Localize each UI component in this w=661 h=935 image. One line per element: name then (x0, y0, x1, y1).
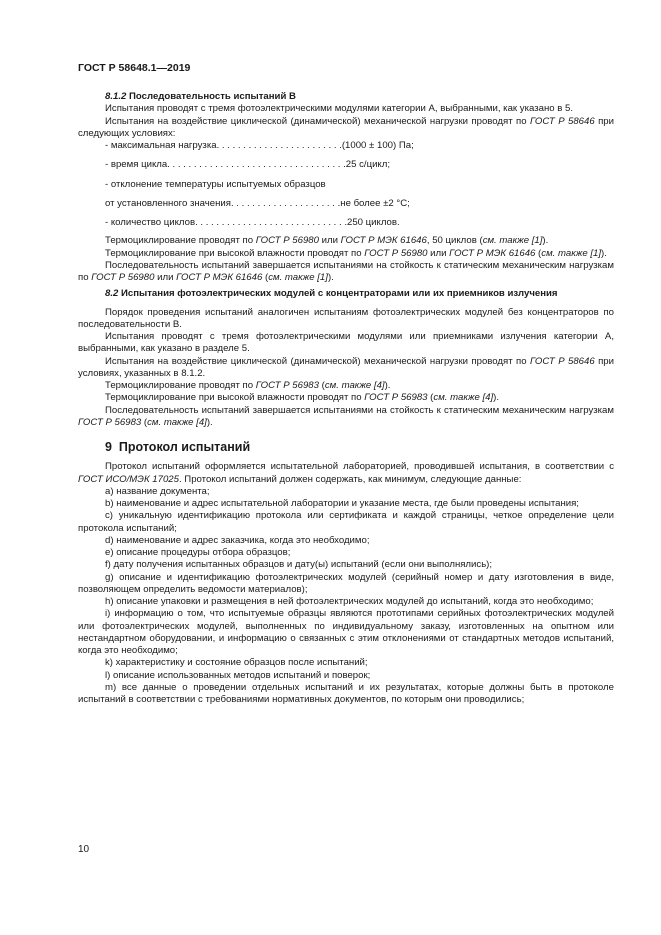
text: или (154, 272, 177, 283)
dot-leader: . . . . . . . . . . . . . . . . . . . . . (230, 197, 341, 209)
reference: см. также [1] (268, 272, 328, 283)
condition-label: - количество циклов (105, 217, 196, 228)
condition-row (78, 198, 614, 210)
condition-row (78, 140, 614, 152)
paragraph: Порядок проведения испытаний аналогичен испытаниям фотоэлектрических модулей без концентраторов по последовательности В. (78, 306, 614, 330)
reference: см. также [4] (433, 392, 494, 404)
text: ). (327, 272, 334, 283)
text: Последовательность испытаний завершается испытаниями на стойкость к статическим механическим нагрузкам (105, 404, 614, 416)
condition-row (78, 179, 614, 191)
heading-title: Последовательность испытаний В (129, 91, 296, 102)
text: ( (262, 272, 269, 283)
page-body (78, 91, 614, 706)
text: ( (535, 247, 542, 259)
reference: ГОСТ Р 56983 (78, 416, 142, 428)
text: ( (427, 392, 434, 404)
condition-value: 250 циклов. (347, 217, 400, 228)
reference: ГОСТ Р 58646 (529, 115, 595, 127)
text: Термоциклирование при высокой влажности проводят по (105, 392, 365, 404)
reference: см. также [4] (324, 380, 385, 391)
list-item: c) уникальную идентификацию протокола или сертификата и каждой страницы, четкое определение цели протокола испытаний; (78, 510, 614, 534)
text: Испытания на воздействие циклической (динамической) механической нагрузки проводят по (105, 115, 530, 127)
list-item: d) наименование и адрес заказчика, когда это необходимо; (105, 534, 370, 546)
condition-row (78, 159, 614, 171)
condition-label: - отклонение температуры испытуемых образцов (105, 178, 326, 190)
paragraph: Испытания проводят с тремя фотоэлектрическими модулями категории А, выбранными, как указано в 5. (105, 103, 574, 115)
text: ). (493, 392, 499, 404)
text: . Протокол испытаний должен содержать, как минимум, следующие данные: (178, 473, 522, 485)
dot-leader: . . . . . . . . . . . . . . . . . . . . . . . . (216, 140, 342, 151)
reference: ГОСТ Р МЭК 61646 (176, 272, 263, 283)
page-number: 10 (78, 844, 90, 855)
reference: ГОСТ Р 56980 (364, 247, 428, 259)
list-item: m) все данные о проведении отдельных испытаний и их результатах, которые должны быть в протоколе испытаний в соответствии с требованиями нормативных документов, по которым они проводились; (78, 681, 614, 705)
heading-number: 8.1.2 (105, 91, 127, 102)
heading-title: Испытания фотоэлектрических модулей с концентраторами или их приемников излучения (121, 288, 558, 300)
paragraph (78, 392, 614, 404)
condition-value: (1000 ± 100) Па; (341, 140, 414, 151)
dot-leader: . . . . . . . . . . . . . . . . . . . . . . . . . . . . . (195, 217, 347, 228)
list-item: a) название документа; (105, 485, 210, 497)
reference: ГОСТ Р МЭК 61646 (340, 235, 427, 247)
text: Протокол испытаний оформляется испытательной лабораторией, проводившей испытания, в соответствии с (105, 461, 614, 473)
reference: ГОСТ Р 56983 (364, 392, 428, 404)
text: , 50 циклов ( (426, 235, 483, 247)
text: ). (384, 380, 391, 391)
running-header: ГОСТ Р 58648.1—2019 (78, 62, 191, 74)
reference: см. также [4] (147, 416, 207, 428)
reference: ГОСТ Р МЭК 61646 (449, 247, 536, 259)
paragraph (78, 116, 614, 141)
text: ( (318, 380, 325, 391)
text: Испытания на воздействие циклической (динамической) механической нагрузки проводят по (105, 355, 530, 367)
text: ( (141, 416, 148, 428)
condition-value: 25 с/цикл; (345, 159, 391, 171)
reference: ГОСТ Р 56980 (255, 235, 319, 247)
heading-9 (78, 441, 614, 453)
paragraph (78, 380, 614, 392)
reference: см. также [1] (541, 247, 601, 259)
list-item: e) описание процедуры отбора образцов; (105, 547, 291, 558)
paragraph: Испытания проводят с тремя фотоэлектрическими модулями или приемниками излучения категории А, выбранными, как указано в разделе 5. (78, 331, 614, 355)
text: или (427, 247, 450, 259)
condition-label: - максимальная нагрузка (105, 140, 217, 151)
heading-number: 8.2 (105, 288, 119, 300)
heading-title: Протокол испытаний (118, 440, 251, 454)
reference: ГОСТ Р 58646 (529, 355, 595, 367)
reference: см. также [1] (482, 235, 543, 247)
text: Термоциклирование проводят по (105, 380, 256, 391)
list-item: l) описание использованных методов испытаний и поверок; (105, 669, 371, 681)
text: Термоциклирование при высокой влажности проводят по (105, 247, 365, 259)
text: Последовательность испытаний завершается испытаниями на стойкость к статическим механическим нагрузкам по (78, 259, 614, 283)
list-item: g) описание и идентификацию фотоэлектрических модулей (серийный номер и дату изготовления в виде, позволяющем определить ведомости материалов); (78, 571, 614, 595)
list-item: k) характеристику и состояние образцов после испытаний; (105, 657, 368, 669)
reference: ГОСТ Р 56980 (91, 272, 155, 283)
paragraph (78, 248, 614, 260)
condition-value: не более ±2 °С; (340, 197, 410, 209)
text: или (318, 235, 341, 247)
text: ). (542, 235, 549, 247)
condition-row (78, 217, 614, 229)
heading-number: 9 (105, 440, 112, 454)
condition-label: - время цикла (105, 159, 168, 171)
text: при следующих условиях: (78, 115, 615, 139)
text: ). (601, 247, 607, 259)
text: ). (206, 416, 213, 428)
paragraph (78, 461, 614, 486)
condition-label: от установленного значения (105, 197, 231, 209)
paragraph (78, 405, 614, 430)
text: при условиях, указанных в 8.1.2. (78, 355, 615, 379)
paragraph (78, 356, 614, 381)
list-item: b) наименование и адрес испытательной лаборатории и указание места, где были проведены испытания; (105, 498, 579, 509)
dot-leader: . . . . . . . . . . . . . . . . . . . . . . . . . . . . . . . . . . (167, 159, 346, 171)
text: Термоциклирование проводят по (105, 235, 256, 247)
heading-8-2 (78, 288, 614, 300)
paragraph (78, 260, 614, 285)
paragraph (78, 235, 614, 247)
list-item: f) дату получения испытанных образцов и дату(ы) испытаний (если они выполнялись); (105, 559, 493, 571)
reference: ГОСТ ИСО/МЭК 17025 (78, 473, 179, 485)
list-item: i) информацию о том, что испытуемые образцы являются прототипами серийных фотоэлектрических модулей или фотоэлектрических модулей, выполненных по индивидуальному заказу, изготовленных на опытном или нестандартном оборудовании, и информацию о связанных с этим отклонениями от стандартных методов испытаний, когда это необходимо; (78, 608, 614, 656)
heading-8-1-2 (78, 91, 614, 103)
list-item: h) описание упаковки и размещения в ней фотоэлектрических модулей до испытаний, когда это необходимо; (105, 596, 594, 607)
reference: ГОСТ Р 56983 (255, 380, 319, 391)
